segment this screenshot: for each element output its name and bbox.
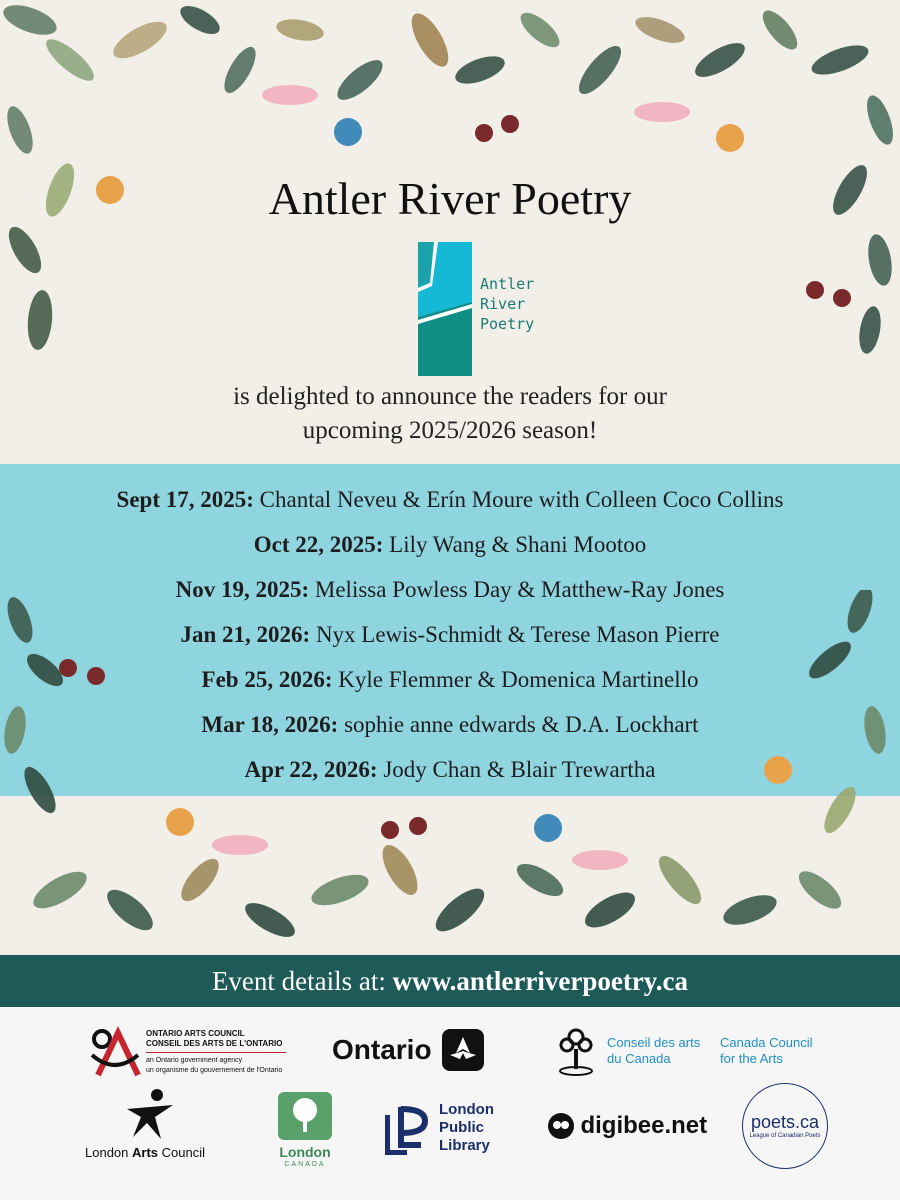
lac-pre: London — [85, 1145, 132, 1160]
event-readers: sophie anne edwards & D.A. Lockhart — [344, 712, 699, 737]
event-readers: Nyx Lewis-Schmidt & Terese Mason Pierre — [315, 622, 720, 647]
logo-text-line3: Poetry — [480, 315, 535, 333]
oac-agency-en: an Ontario government agency — [146, 1057, 243, 1064]
digibee-bee-icon — [546, 1111, 576, 1141]
footer-prefix: Event details at: — [211, 966, 393, 996]
oac-name-fr: CONSEIL DES ARTS DE L'ONTARIO — [146, 1039, 283, 1048]
intro-text — [0, 380, 900, 448]
event-date: Apr 22, 2026: — [244, 757, 378, 782]
intro-line2: upcoming 2025/2026 season! — [302, 417, 598, 444]
london-public-library-logo — [385, 1101, 515, 1161]
lpl-line3: Library — [439, 1137, 490, 1154]
event-item — [0, 525, 900, 570]
antler-river-poetry-logo — [418, 242, 538, 376]
trillium-icon — [442, 1029, 484, 1071]
event-date: Sept 17, 2025: — [116, 487, 254, 512]
event-date: Oct 22, 2025: — [253, 532, 384, 557]
ontario-arts-council-logo — [88, 1025, 288, 1077]
event-item — [0, 660, 900, 705]
digibee-wordmark: digibee.net — [580, 1112, 708, 1139]
cc-name-fr-line1: Conseil des arts — [607, 1035, 701, 1050]
cc-name-en-line1: Canada Council — [720, 1035, 813, 1050]
london-arts-council-star-icon — [125, 1087, 175, 1141]
event-date: Feb 25, 2026: — [201, 667, 333, 692]
lac-post: Council — [158, 1145, 205, 1160]
event-date: Nov 19, 2025: — [175, 577, 310, 602]
poets-sub: League of Canadian Poets — [749, 1133, 821, 1139]
intro-line1: is delighted to announce the readers for our — [233, 383, 667, 410]
event-details-footer — [0, 955, 900, 1007]
city-of-london-logo — [275, 1092, 335, 1172]
river-logo-icon — [418, 242, 472, 376]
oac-mark-icon — [88, 1025, 142, 1077]
event-date: Mar 18, 2026: — [201, 712, 339, 737]
event-item — [0, 615, 900, 660]
lpl-line1: London — [439, 1101, 494, 1118]
ontario-wordmark: Ontario — [332, 1034, 432, 1065]
ontario-logo — [332, 1029, 484, 1071]
lac-bold: Arts — [132, 1145, 159, 1160]
cc-name-en-line2: for the Arts — [720, 1051, 783, 1066]
event-item — [0, 480, 900, 525]
website-link[interactable]: www.antlerriverpoetry.ca — [392, 966, 689, 996]
london-name: London — [279, 1144, 331, 1160]
lpl-mark-icon — [385, 1105, 431, 1155]
canada-council-logo — [555, 1027, 835, 1077]
event-item — [0, 570, 900, 615]
event-readers: Kyle Flemmer & Domenica Martinello — [338, 667, 699, 692]
poster-title: Antler River Poetry — [268, 173, 632, 224]
event-item — [0, 750, 900, 795]
canada-council-tree-icon — [555, 1027, 597, 1077]
lpl-line2: Public — [439, 1119, 485, 1136]
event-item — [0, 705, 900, 750]
oac-name-en: ONTARIO ARTS COUNCIL — [146, 1029, 245, 1038]
event-readers: Chantal Neveu & Erín Moure with Colleen Coco Collins — [259, 487, 784, 512]
london-sub: CANADA — [284, 1161, 326, 1168]
sponsor-logos — [0, 1007, 900, 1200]
london-tree-icon — [278, 1092, 332, 1140]
poets-name: poets.ca — [750, 1112, 820, 1132]
oac-agency-fr: un organisme du gouvernement de l'Ontario — [146, 1067, 283, 1074]
poets-ca-logo — [742, 1083, 828, 1169]
event-readers: Melissa Powless Day & Matthew-Ray Jones — [314, 577, 725, 602]
digibee-logo — [546, 1111, 707, 1147]
event-date: Jan 21, 2026: — [180, 622, 311, 647]
event-readers: Lily Wang & Shani Mootoo — [389, 532, 647, 557]
cc-name-fr-line2: du Canada — [607, 1051, 671, 1066]
logo-text-line2: River — [480, 295, 526, 313]
london-arts-council-logo — [85, 1087, 225, 1167]
logo-text-line1: Antler — [480, 275, 535, 293]
events-list — [0, 480, 900, 795]
event-readers: Jody Chan & Blair Trewartha — [383, 757, 656, 782]
